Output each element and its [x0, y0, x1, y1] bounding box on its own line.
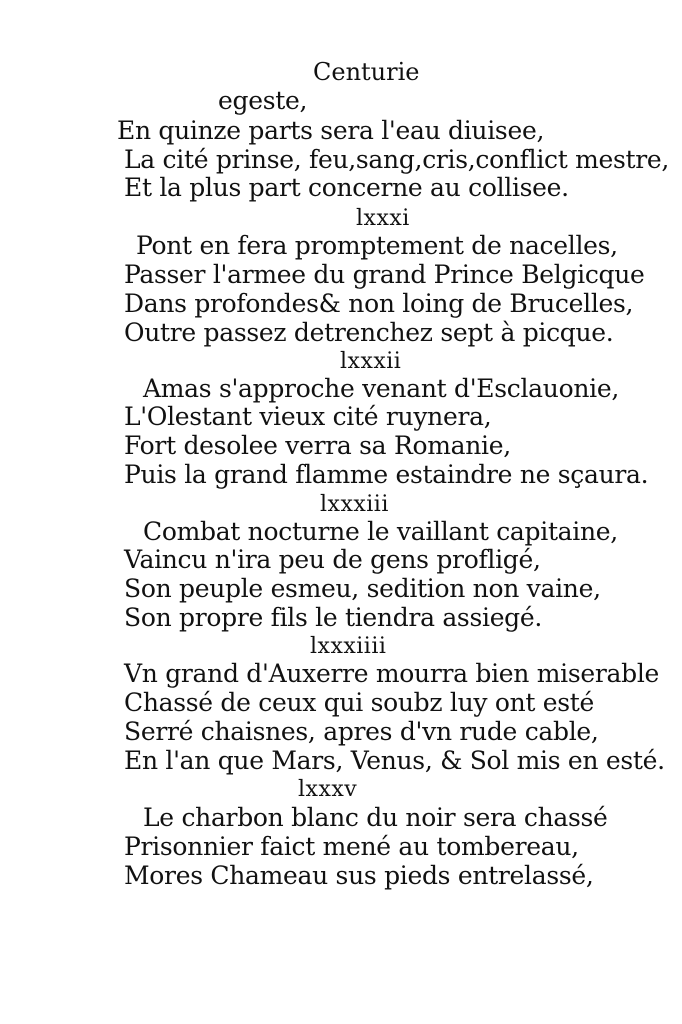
verse-line: Combat nocturne le vaillant capitaine,: [143, 517, 618, 546]
verse-line: Pont en fera promptement de nacelles,: [136, 231, 618, 260]
verse-line: Amas s'approche venant d'Esclauonie,: [143, 374, 619, 403]
verse-line: Vn grand d'Auxerre mourra bien miserable: [124, 659, 660, 688]
verse-line: Passer l'armee du grand Prince Belgicque: [124, 260, 645, 289]
quatrain-number: lxxxiii: [320, 492, 389, 517]
verse-line: Vaincu n'ira peu de gens profligé,: [124, 545, 541, 574]
page-header: Centurie: [313, 58, 420, 86]
verse-line: Mores Chameau sus pieds entrelassé,: [124, 861, 594, 890]
verse-line: Le charbon blanc du noir sera chassé: [143, 803, 608, 832]
verse-line: Serré chaisnes, apres d'vn rude cable,: [124, 717, 599, 746]
verse-line: Et la plus part concerne au collisee.: [124, 173, 569, 202]
verse-line: egeste,: [218, 86, 308, 115]
verse-line: En quinze parts sera l'eau diuisee,: [117, 116, 545, 145]
verse-line: Fort desolee verra sa Romanie,: [124, 431, 511, 460]
verse-line: Dans profondes& non loing de Brucelles,: [124, 289, 634, 318]
verse-line: Son propre fils le tiendra assiegé.: [124, 603, 543, 632]
verse-line: Prisonnier faict mené au tombereau,: [124, 832, 579, 861]
quatrain-number: lxxxii: [340, 349, 402, 374]
verse-line: Outre passez detrenchez sept à picque.: [124, 318, 614, 347]
quatrain-number: lxxxi: [356, 206, 410, 231]
verse-line: Son peuple esmeu, sedition non vaine,: [124, 574, 601, 603]
quatrain-number: lxxxiiii: [310, 634, 387, 659]
verse-line: Chassé de ceux qui soubz luy ont esté: [124, 688, 595, 717]
verse-line: L'Olestant vieux cité ruynera,: [124, 402, 492, 431]
quatrain-number: lxxxv: [298, 777, 358, 802]
verse-line: En l'an que Mars, Venus, & Sol mis en esté.: [124, 746, 665, 775]
verse-line: La cité prinse, feu,sang,cris,conflict mestre,: [124, 145, 670, 174]
verse-line: Puis la grand flamme estaindre ne sçaura.: [124, 460, 649, 489]
